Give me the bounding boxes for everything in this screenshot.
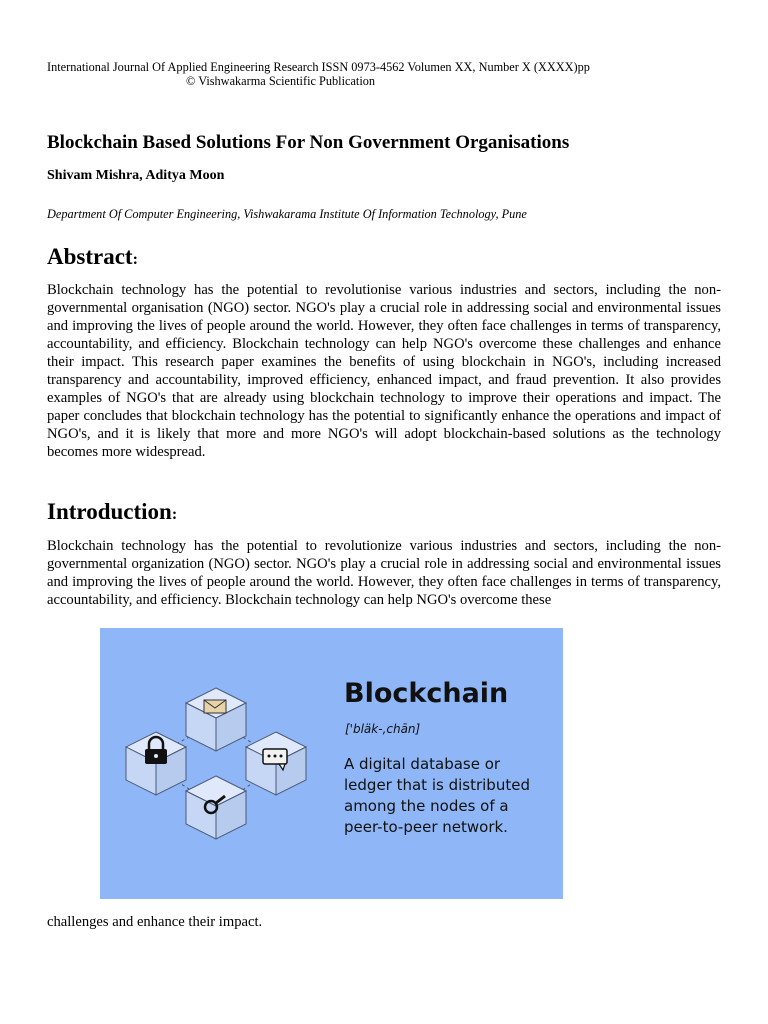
blockchain-figure (100, 628, 563, 899)
definition-line-2: ledger that is distributed (344, 776, 530, 794)
paper-affiliation: Department Of Computer Engineering, Vishwakarama Institute Of Information Technology, Pune (47, 207, 527, 221)
definition-line-4: peer-to-peer network. (344, 818, 508, 836)
paper-authors: Shivam Mishra, Aditya Moon (47, 168, 225, 183)
abstract-heading-colon: : (132, 251, 138, 268)
abstract-body: Blockchain technology has the potential to revolutionise various industries and sectors, including the non-governmental organisation (NGO) sector. NGO's play a crucial role in addressing social and environmental issues and improving the lives of people around the world. However, they often face challenges in terms of transparency, accountability, and efficiency. Blockchain technology can help NGO's overcome these challenges and enhance their impact. This research paper examines the benefits of using blockchain in NGO's, including increased transparency and accountability, improved efficiency, enhanced impact, and fraud prevention. It also provides examples of NGO's that are already using blockchain technology to improve their operations and impact. The paper concludes that blockchain technology has the potential to significantly enhance the operations and impact of NGO's, and it is likely that more and more NGO's will adopt blockchain-based solutions as the technology becomes more widespread. (47, 282, 721, 460)
abstract-heading (47, 244, 138, 270)
figure-pronunciation: ['bläk-,chān] (345, 722, 421, 736)
introduction-continuation: challenges and enhance their impact. (47, 914, 263, 930)
introduction-body: Blockchain technology has the potential to revolutionize various industries and sectors, including the non-governmental organization (NGO) sector. NGO's play a crucial role in addressing social and environmental issues and improving the lives of people around the world. However, they often face challenges in terms of transparency, accountability, and efficiency. Blockchain technology can help NGO's overcome these (47, 538, 721, 608)
figure-definition (344, 754, 530, 838)
abstract-heading-text: Abstract (47, 244, 133, 269)
introduction-heading (47, 499, 177, 525)
journal-info: International Journal Of Applied Engineering Research ISSN 0973-4562 Volumen XX, Number X (XXXX)pp (47, 60, 590, 74)
introduction-heading-text: Introduction (47, 499, 172, 524)
definition-line-1: A digital database or (344, 755, 501, 773)
publisher-info: © Vishwakarma Scientific Publication (186, 74, 376, 88)
introduction-heading-colon: : (171, 506, 178, 523)
figure-title: Blockchain (344, 678, 509, 709)
definition-line-3: among the nodes of a (344, 797, 509, 815)
cube-top (186, 688, 246, 751)
envelope-icon (204, 700, 226, 713)
paper-title: Blockchain Based Solutions For Non Government Organisations (47, 132, 570, 153)
